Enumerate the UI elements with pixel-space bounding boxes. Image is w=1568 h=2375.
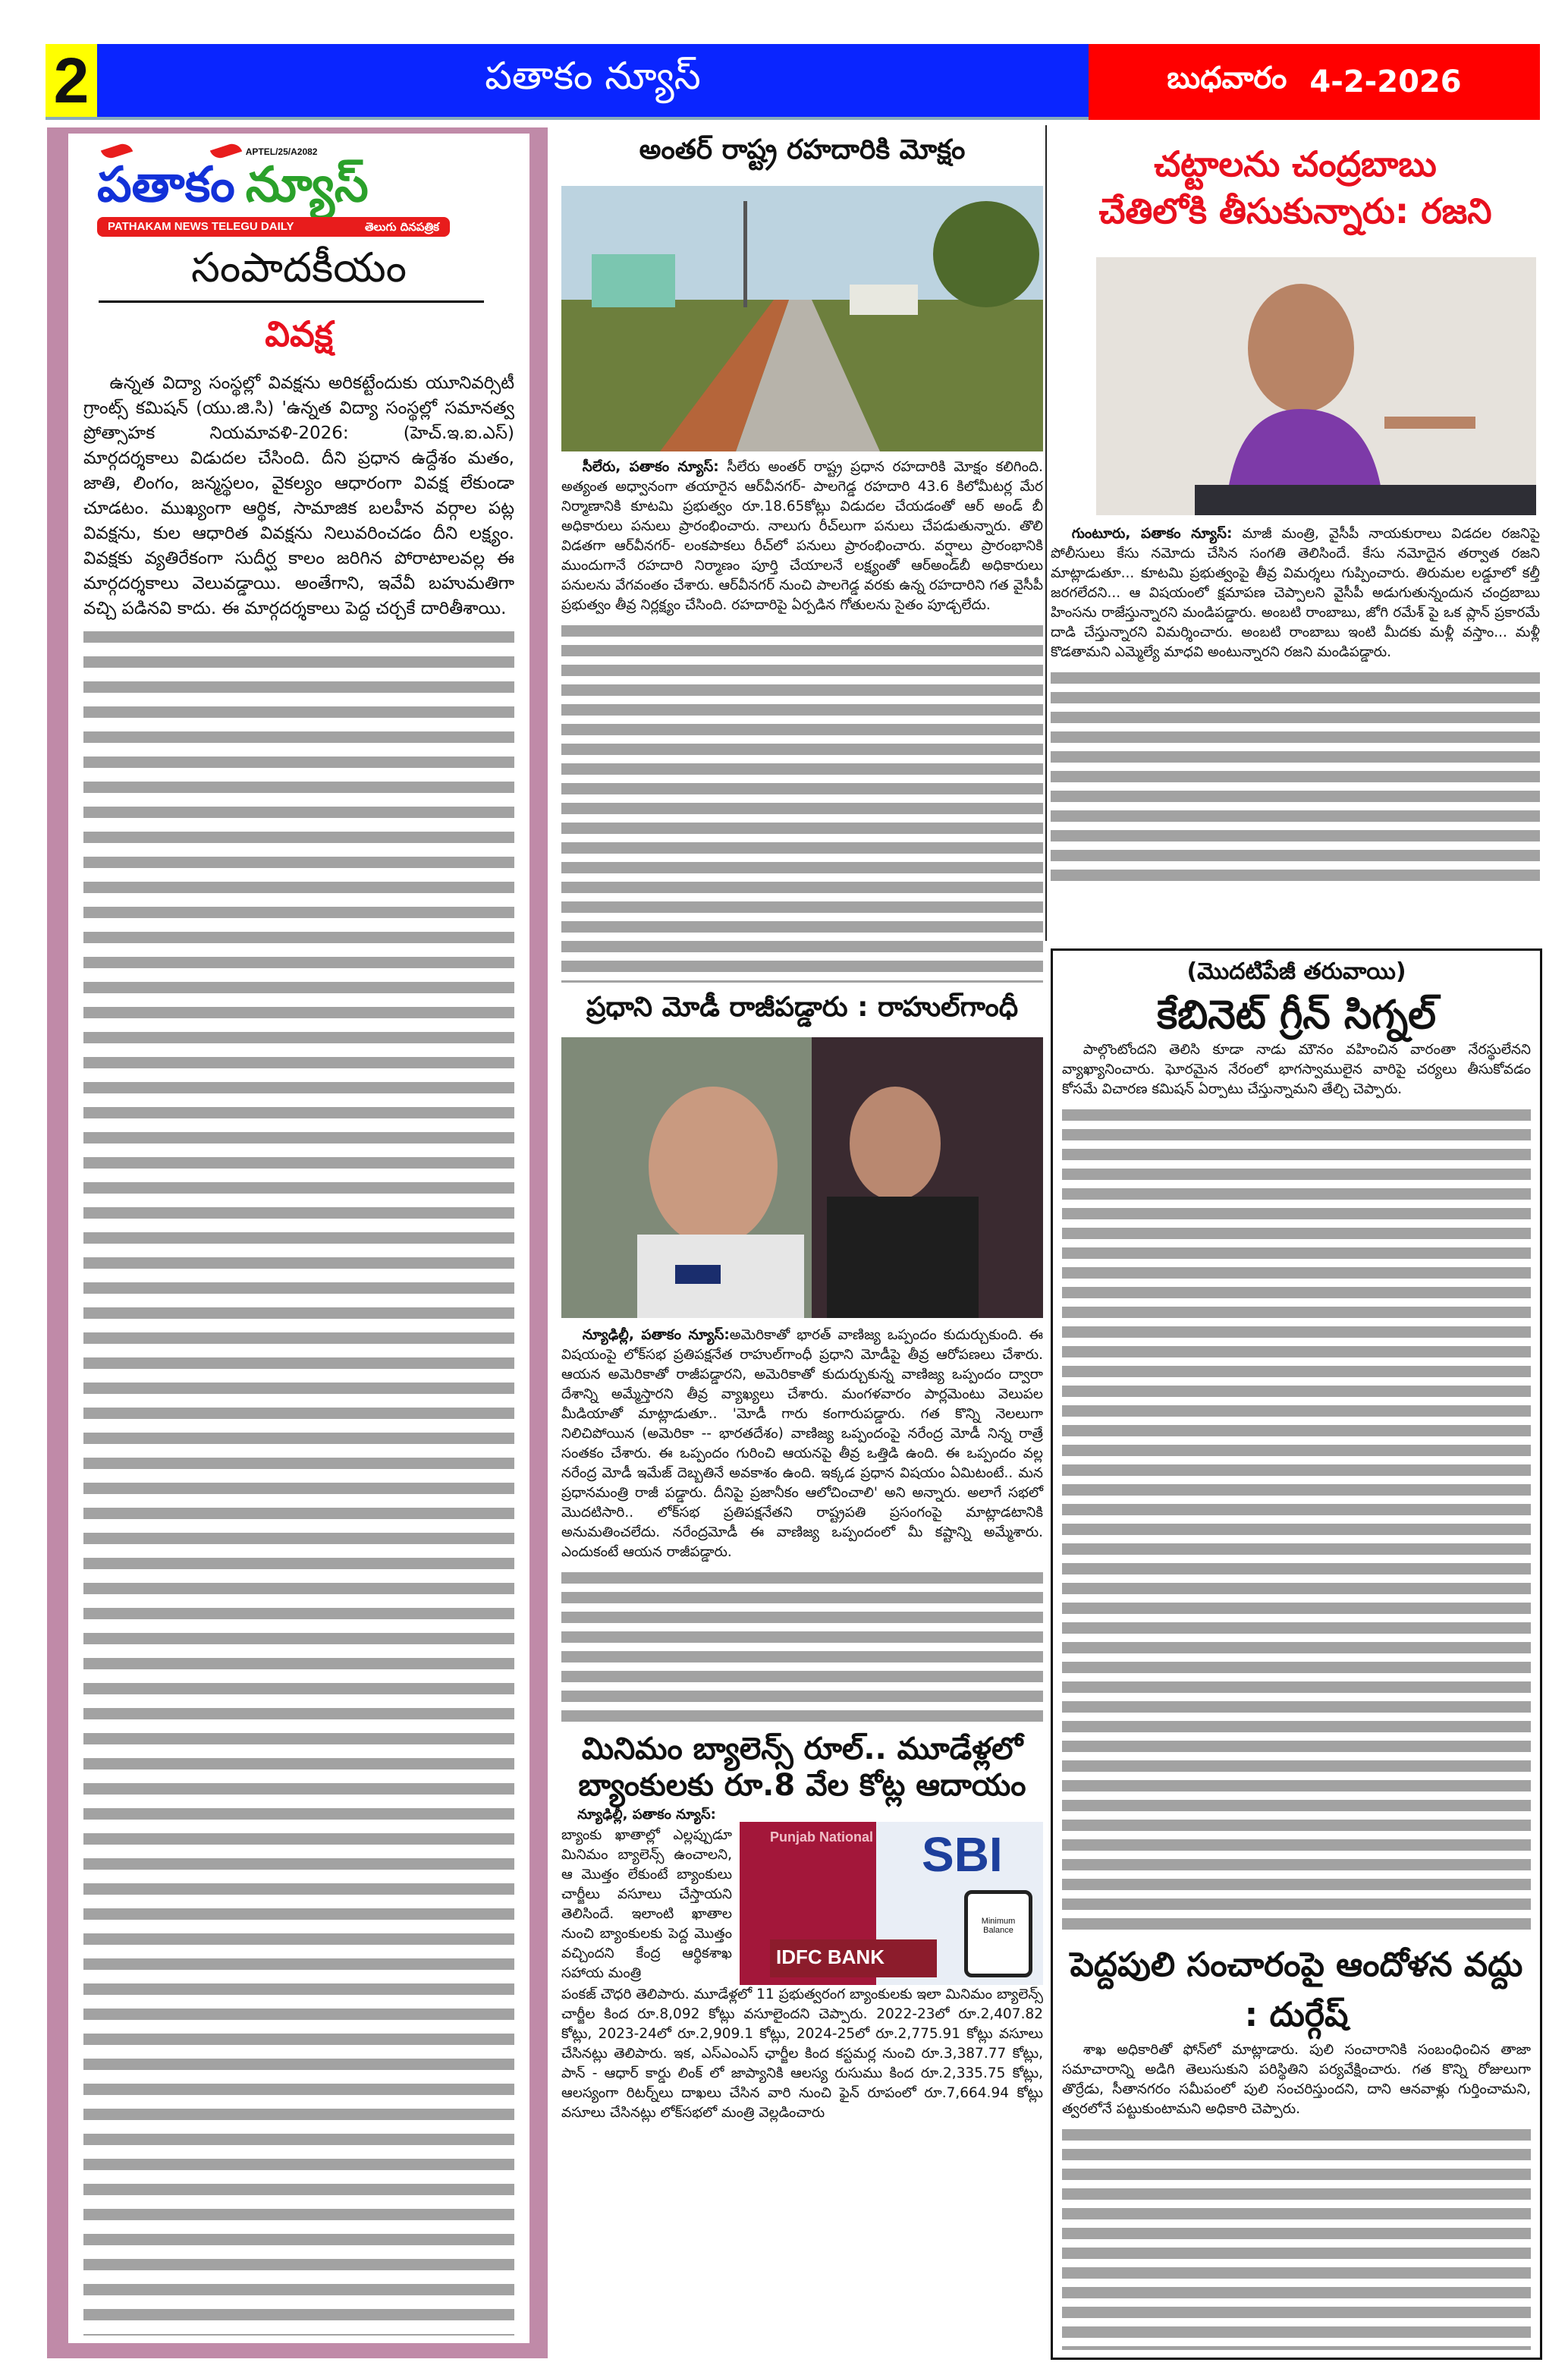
text-continuation [83,624,514,2336]
cabinet-body: పాల్గొంటోందని తెలిసి కూడా నాడు మౌనం వహించిన వారంతా నేరస్థులేనని వ్యాఖ్యానించారు. ఘోరమైన నేరంలో భాగస్వాములైన వారిపై చర్యలు తీసుకోవడం కోసమే విచారణ కమిషన్ ఏర్పాటు చేస్తున్నామని తేల్చి చెప్పారు. [1062,1042,1531,1097]
text-continuation [1062,1103,1531,1930]
registration-number: APTEL/25/A2082 [245,146,318,157]
text-continuation [1062,2122,1531,2350]
rajini-photo [1096,257,1536,515]
rajini-headline [1051,140,1540,234]
phone-minimum-balance: Minimum Balance [964,1890,1032,1977]
rajini-headline-line2: చేతిలోకి తీసుకున్నారు: రజని [1098,190,1492,231]
rajini-headline-line1: చట్టాలను చంద్రబాబు [1154,143,1437,184]
logo-tagline [97,217,450,237]
text-continuation [1051,665,1540,886]
logo-news-text: న్యూస్ [245,157,369,213]
road-body [561,458,1043,615]
rajini-body [1051,524,1540,662]
page-number: 2 [46,44,97,120]
editorial-column [47,127,548,2358]
durgesh-body: శాఖ అధికారితో ఫోన్‌లో మాట్లాడారు. పులి సంచారానికి సంబంధించిన తాజా సమాచారాన్ని అడిగి తెలుసుకుని పరిస్థితిని పర్యవేక్షించారు. గత కొన్ని రోజులుగా తొర్రేడు, సీతానగరం సమీపంలో పులి సంచరిస్తుందని, దాని ఆనవాళ్లు గుర్తించామని, త్వరలోనే పట్టుకుంటామని అధికారి చెప్పారు. [1062,2042,1531,2117]
bank-body: పంకజ్ చౌధరి తెలిపారు. మూడేళ్లలో 11 ప్రభుత్వరంగ బ్యాంకులకు ఇలా మినిమం బ్యాలెన్స్ చార్జీల కింద రూ.8,092 కోట్లు వసూలైందని చెప్పారు. 2022-23లో రూ.2,407.82 కోట్లు, 2023-24లో రూ.2,909.1 కోట్లు, 2024-25లో రూ.2,775.91 కోట్లు వసూలు చేసినట్లు తెలిపారు. ఇక, ఎస్ఎంఎస్ ఛార్జీల కింద కస్టమర్ల నుంచి రూ.3,387.77 కోట్లు, పాన్ - ఆధార్ కార్డు లింక్ లో జాప్యానికి ఆలస్య రుసుము కింద రూ.2,335.75 కోట్లు, ఆలస్యంగా రిటర్న్‌లు దాఖలు చేసిన వారి నుంచి ఫైన్ రూపంలో రూ.7,664.94 కోట్లు వసూలు చేసినట్లు లోక్‌సభలో మంత్రి వెల్లడించారు [561,1987,1043,2121]
right-column [1051,125,1540,886]
rahul-body [561,1326,1043,1562]
rajini-text: మాజీ మంత్రి, వైసీపీ నాయకురాలు విడదల రజనిపై పోలీసులు కేసు నమోదు చేసిన సంగతి తెలిసిందే. కేసు నమోదైన తర్వాత రజని మాట్లాడుతూ... కూటమి ప్రభుత్వంపై తీవ్ర విమర్శలు గుప్పించారు. తిరుమల లడ్డూలో కల్తీ జరగలేదని... ఆ విషయంలో క్షమాపణ చెప్పాలని వైసీపీ అడుగుతున్నందున చంద్రబాబు హింసను రాజేస్తున్నారని మండిపడ్డారు. అంబటి రాంబాబు, జోగి రమేశ్ పై ఒక ప్లాన్ ప్రకారమే దాడి చేస్తున్నారని విమర్శించారు. అంబటి రాంబాబు ఇంటి మీదకు మళ్లీ వస్తాం... మళ్లీ కొడతామని ఎమ్మెల్యే మాధవి అంటున్నారని రజని మండిపడ్డారు. [1051,526,1540,660]
durgesh-headline: పెద్దపులి సంచారంపై ఆందోళన వద్దు : దుర్గేష్ [1070,1946,1523,2034]
weekday: బుధవారం [1167,61,1287,96]
column-divider [1045,125,1047,941]
road-photo [561,186,1043,451]
middle-column [561,125,1043,2356]
bank-headline [561,1731,1043,1804]
rahul-dateline: న్యూఢిల్లీ, పతాకం న్యూస్: [582,1327,730,1343]
editorial-body: ఉన్నత విద్యా సంస్థల్లో వివక్షను అరికట్టేందుకు యూనివర్సిటీ గ్రాంట్స్ కమిషన్ (యు.జి.సి) 'ఉన్నత విద్యా సంస్థల్లో సమానత్వ ప్రోత్సాహక నియమావళి-2026: (హెచ్.ఇ.ఐ.ఎస్) మార్గదర్శకాలు విడుదల చేసింది. దీని ప్రధాన ఉద్దేశం మతం, జాతి, లింగం, జన్మస్థలం, వైకల్యం ఆధారంగా వివక్ష లేకుండా చూడటం. ముఖ్యంగా ఆర్థిక, సామాజిక బలహీన వర్గాల పట్ల వివక్షను, కుల ఆధారిత వివక్షను నిలువరించడం దీని లక్ష్యం. వివక్షకు వ్యతిరేకంగా సుదీర్ఘ కాలం జరిగిన పోరాటాలవల్ల ఈ మార్గదర్శకాలు వెలువడ్డాయి. అంతేగాని, ఇవేవీ బహుమతిగా వచ్చి పడినవి కాదు. ఈ మార్గదర్శకాలు పెద్ద చర్చకే దారితీశాయి. [83,373,514,618]
date-block [1089,44,1540,120]
pnb-logo: Punjab National [740,1822,876,1985]
rahul-headline: ప్రధాని మోడీ రాజీపడ్డారు : రాహుల్‌గాంధీ [586,992,1019,1023]
continued-label: (మొదటిపేజీ తరువాయి) [1186,958,1406,985]
rahul-photo [561,1037,1043,1318]
text-continuation [561,1565,1043,1725]
editorial-headline: వివక్ష [265,313,333,354]
cabinet-durgesh-box [1051,948,1542,2360]
bank-headline-line2: బ్యాంకులకు రూ.8 వేల కోట్ల ఆదాయం [578,1768,1026,1803]
sbi-logo: SBI [876,1822,1043,1985]
bank-body-side: బ్యాంకు ఖాతాల్లో ఎల్లప్పుడూ మినిమం బ్యాలెన్స్ ఉంచాలని, ఆ మొత్తం లేకుంటే బ్యాంకులు చార్జీలు వసూలు చేస్తాయని తెలిసిందే. ఇలాంటి ఖాతాల నుంచి బ్యాంకులకు పెద్ద మొత్తం వచ్చిందని కేంద్ర ఆర్థికశాఖ సహాయ మంత్రి [561,1827,732,1981]
text-continuation [561,618,1043,983]
section-title: సంపాదకీయం [190,244,407,291]
newspaper-title: పతాకం న్యూస్ [97,44,1089,120]
date: 4-2-2026 [1309,64,1462,99]
bank-headline-line1: మినిమం బ్యాలెన్స్ రూల్.. మూడేళ్లలో [581,1732,1023,1766]
masthead-logo [83,141,514,241]
idfc-logo: IDFC BANK [770,1939,937,1977]
bank-photo [740,1822,1043,1985]
rahul-text: అమెరికాతో భారత్ వాణిజ్య ఒప్పందం కుదుర్చుకుంది. ఈ విషయంపై లోక్‌సభ ప్రతిపక్షనేత రాహుల్‌గాంధీ ప్రధాని మోడీపై తీవ్ర ఆరోపణలు చేశారు. ఆయన అమెరికాతో రాజీపడ్డారని, అమెరికాతో కుదుర్చుకున్న వాణిజ్య ఒప్పందం ద్వారా దేశాన్ని అమ్మేస్తారని తీవ్ర వ్యాఖ్యలు చేశారు. మంగళవారం పార్లమెంటు వెలుపల మీడియాతో మాట్లాడుతూ.. 'మోడీ గారు కంగారుపడ్డారు. గత కొన్ని నెలలుగా నిలిచిపోయిన (అమెరికా -- భారతదేశం) వాణిజ్య ఒప్పందంపై నరేంద్ర మోడీ నిన్న రాత్రే సంతకం చేశారు. ఈ ఒప్పందం గురించి ఆయనపై తీవ్ర ఒత్తిడి ఉంది. ఈ ఒప్పందం వల్ల నరేంద్ర మోడీ ఇమేజ్ దెబ్బతినే అవకాశం ఉంది. ఇక్కడ ప్రధాన విషయం ఏమిటంటే.. మన ప్రధానమంత్రి రాజీ పడ్డారు. దీనిపై ప్రజానీకం ఆలోచించాలి' అని అన్నారు. అలాగే సభలో మొదటిసారి.. లోక్‌సభ ప్రతిపక్షనేతని రాష్ట్రపతి ప్రసంగంపై మాట్లాడటానికి అనుమతించలేదు. నరేంద్రమోడీ ఈ వాణిజ్య ఒప్పందంలో మీ కష్టాన్ని అమ్మేశారు. ఎందుకంటే ఆయన రాజీపడ్డారు. [561,1327,1043,1560]
cabinet-headline: కేబినెట్ గ్రీన్ సిగ్నల్ [1156,992,1437,1038]
rajini-dateline: గుంటూరు, పతాకం న్యూస్: [1071,526,1233,542]
road-text: సీలేరు అంతర్ రాష్ట్ర ప్రధాన రహదారికి మోక్షం కలిగింది. అత్యంత అధ్వానంగా తయారైన ఆర్‌వీనగర్- పాలగెడ్డ రహదారి 43.6 కిలోమీటర్ల మేర నిర్మాణానికి కూటమి ప్రభుత్వం రూ.18.65కోట్లు విడుదల చేయడంతో ఆర్ అండ్ బీ అధికారులు పనులు ప్రారంభించారు. నాలుగు రీచ్‌లుగా పనులు చేపడుతున్నారు. తొలి విడతగా ఆర్‌వీనగర్- లంకపాకలు రీచ్‌లో పనులు ప్రారంభించారు. వర్షాలు ప్రారంభానికి ముందుగానే రహదారి నిర్మాణం పూర్తి చేయాలనే లక్ష్యంతో ఆర్‌అండ్‌బీ అధికారులు పనులను వేగవంతం చేశారు. ఆర్‌వీనగర్ నుంచి పాలగెడ్డ వరకు ఉన్న రహదారిని గత వైసీపీ ప్రభుత్వం తీవ్ర నిర్లక్ష్యం చేసింది. రహదారిపై ఏర్పడిన గోతులను సైతం పూడ్చలేదు. [561,459,1043,613]
tagline-english: PATHAKAM NEWS TELEGU DAILY [108,220,294,233]
road-dateline: సీలేరు, పతాకం న్యూస్: [582,459,719,475]
logo-text: పతాకం [97,157,235,213]
divider [99,300,484,303]
bank-dateline: న్యూఢిల్లీ, పతాకం న్యూస్: [577,1807,716,1823]
tagline-telugu: తెలుగు దినపత్రిక [365,220,439,234]
road-headline: అంతర్ రాష్ట్ర రహదారికి మోక్షం [639,134,966,165]
